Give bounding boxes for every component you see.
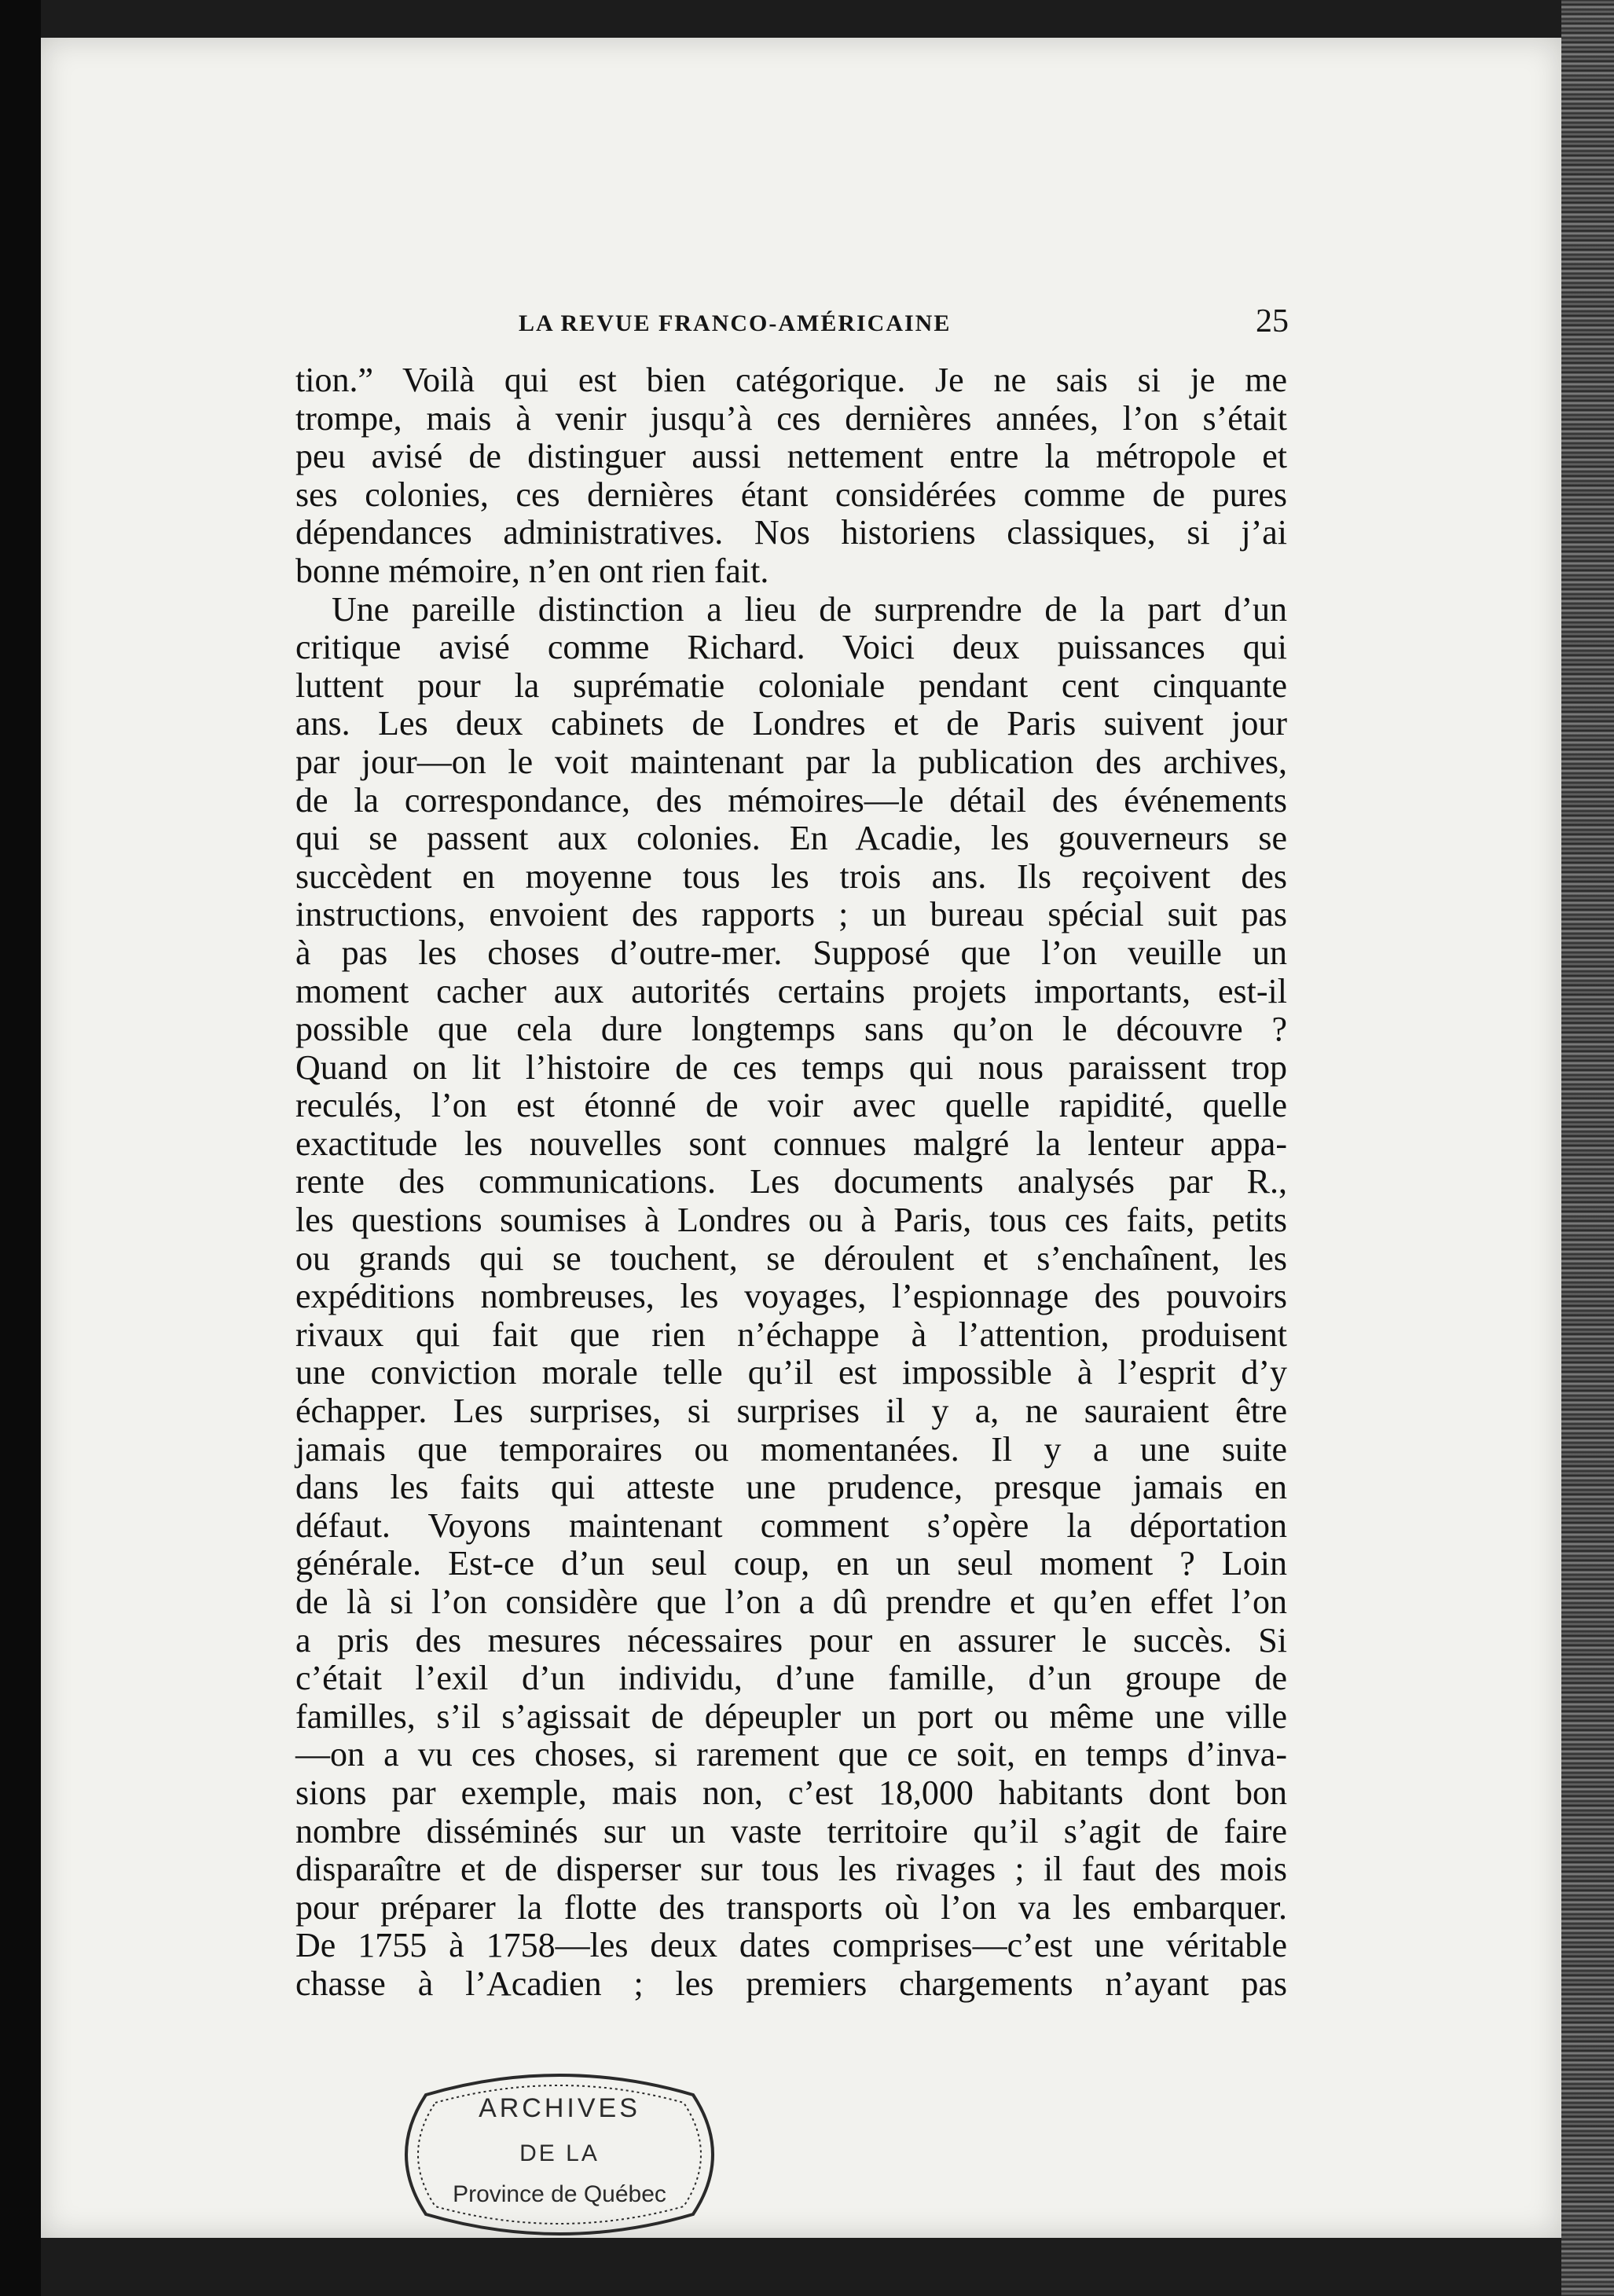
text-line: luttent pour la suprématie coloniale pendant cent cinquante bbox=[295, 666, 1287, 705]
text-line: chasse à l’Acadien ; les premiers chargements n’ayant pas bbox=[295, 1964, 1287, 2003]
text-line: dans les faits qui atteste une prudence, presque jamais en bbox=[295, 1468, 1287, 1507]
text-line: les questions soumises à Londres ou à Paris, tous ces faits, petits bbox=[295, 1201, 1287, 1240]
text-line: expéditions nombreuses, les voyages, l’espionnage des pouvoirs bbox=[295, 1277, 1287, 1316]
stamp-line-2: DE LA bbox=[519, 2140, 600, 2166]
text-line: rivaux qui fait que rien n’échappe à l’attention, produisent bbox=[295, 1315, 1287, 1354]
text-line: possible que cela dure longtemps sans qu’on le découvre ? bbox=[295, 1010, 1287, 1049]
page-header bbox=[519, 303, 1289, 350]
text-line: exactitude les nouvelles sont connues malgré la lenteur appa- bbox=[295, 1124, 1287, 1163]
text-line: critique avisé comme Richard. Voici deux puissances qui bbox=[295, 628, 1287, 667]
text-line: peu avisé de distinguer aussi nettement entre la métropole et bbox=[295, 437, 1287, 476]
text-line: nombre disséminés sur un vaste territoire qu’il s’agit de faire bbox=[295, 1811, 1287, 1850]
text-line: qui se passent aux colonies. En Acadie, les gouverneurs se bbox=[295, 819, 1287, 858]
scan-left-border bbox=[0, 0, 41, 2296]
text-line: Quand on lit l’histoire de ces temps qui nous paraissent trop bbox=[295, 1047, 1287, 1087]
text-line: tion.” Voilà qui est bien catégorique. Je ne sais si je me bbox=[295, 361, 1287, 399]
text-line: de là si l’on considère que l’on a dû prendre et qu’en effet l’on bbox=[295, 1583, 1287, 1621]
text-line: moment cacher aux autorités certains projets importants, est-il bbox=[295, 971, 1287, 1010]
text-line: une conviction morale telle qu’il est impossible à l’esprit d’y bbox=[295, 1353, 1287, 1392]
text-line: ses colonies, ces dernières étant considérées comme de pures bbox=[295, 475, 1287, 514]
text-line: jamais que temporaires ou momentanées. Il y a une suite bbox=[295, 1429, 1287, 1469]
text-line: succèdent en moyenne tous les trois ans. Ils reçoivent des bbox=[295, 856, 1287, 896]
text-line: instructions, envoient des rapports ; un bureau spécial suit pas bbox=[295, 895, 1287, 934]
text-line: De 1755 à 1758—les deux dates comprises—c’est une véritable bbox=[295, 1926, 1287, 1965]
text-line: dépendances administratives. Nos historiens classiques, si j’ai bbox=[295, 513, 1287, 552]
text-line: a pris des mesures nécessaires pour en assurer le succès. Si bbox=[295, 1620, 1287, 1660]
text-line: disparaître et de disperser sur tous les rivages ; il faut des mois bbox=[295, 1850, 1287, 1889]
text-line: —on a vu ces choses, si rarement que ce soit, en temps d’inva- bbox=[295, 1735, 1287, 1774]
text-line: reculés, l’on est étonné de voir avec quelle rapidité, quelle bbox=[295, 1086, 1287, 1125]
scan-right-edge bbox=[1561, 0, 1614, 2296]
text-line: ou grands qui se touchent, se déroulent et s’enchaînent, les bbox=[295, 1238, 1287, 1278]
archive-stamp bbox=[394, 2063, 724, 2246]
running-title: LA REVUE FRANCO-AMÉRICAINE bbox=[519, 310, 952, 336]
text-line: défaut. Voyons maintenant comment s’opère la déportation bbox=[295, 1506, 1287, 1545]
text-line: échapper. Les surprises, si surprises il y a, ne sauraient être bbox=[295, 1392, 1287, 1431]
page-number: 25 bbox=[1256, 303, 1289, 339]
text-line: Une pareille distinction a lieu de surprendre de la part d’un bbox=[332, 589, 1287, 629]
text-line: à pas les choses d’outre-mer. Supposé que l’on veuille un bbox=[295, 933, 1287, 972]
text-line: générale. Est-ce d’un seul coup, en un seul moment ? Loin bbox=[295, 1544, 1287, 1583]
text-line: c’était l’exil d’un individu, d’une famille, d’un groupe de bbox=[295, 1659, 1287, 1698]
text-line: ans. Les deux cabinets de Londres et de Paris suivent jour bbox=[295, 704, 1287, 743]
text-line: trompe, mais à venir jusqu’à ces dernières années, l’on s’était bbox=[295, 398, 1287, 438]
text-line: familles, s’il s’agissait de dépeupler un port ou même une ville bbox=[295, 1696, 1287, 1736]
text-line: pour préparer la flotte des transports où l’on va les embarquer. bbox=[295, 1887, 1287, 1927]
stamp-line-1: ARCHIVES bbox=[479, 2093, 640, 2123]
text-line: de la correspondance, des mémoires—le détail des événements bbox=[295, 780, 1287, 820]
body-text bbox=[295, 361, 1287, 2004]
text-line: sions par exemple, mais non, c’est 18,000 habitants dont bon bbox=[295, 1773, 1287, 1812]
text-line: bonne mémoire, n’en ont rien fait. bbox=[295, 551, 769, 590]
stamp-line-3: Province de Québec bbox=[453, 2181, 666, 2207]
text-line: rente des communications. Les documents analysés par R., bbox=[295, 1162, 1287, 1201]
text-line: par jour—on le voit maintenant par la publication des archives, bbox=[295, 742, 1287, 781]
